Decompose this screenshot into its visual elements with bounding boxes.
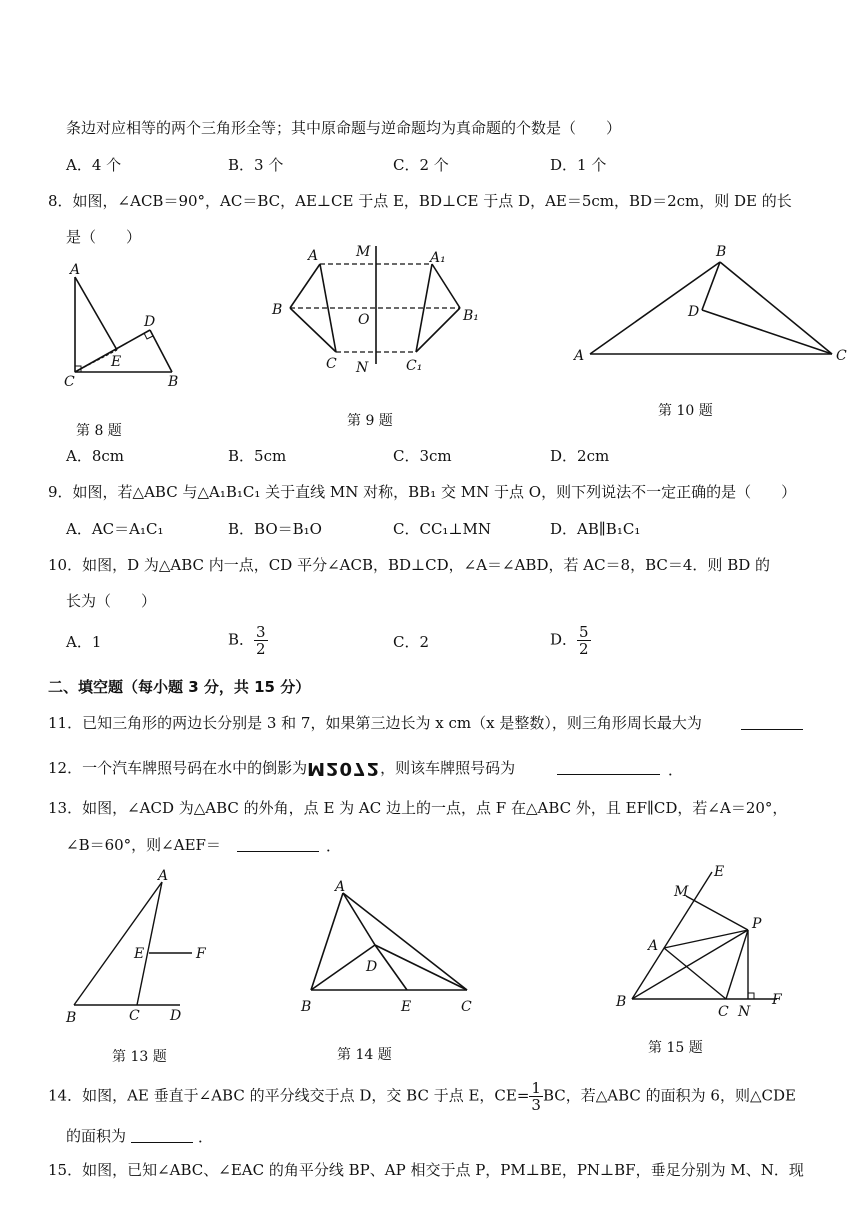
fig9-label-a1: A₁: [430, 250, 446, 266]
q8-option-b: B．5cm: [228, 447, 287, 465]
fig9-label-c1: C₁: [406, 358, 423, 374]
q14-ce-label: CE=: [494, 1086, 530, 1105]
q10-option-d-fraction: [577, 624, 591, 657]
q10-line2: 长为（ ）: [66, 592, 157, 610]
fig9-label-c: C: [326, 356, 337, 372]
figure-15: [612, 862, 812, 1032]
q10-option-d-denominator: 2: [579, 640, 589, 658]
q9-option-b: B．BO＝B₁O: [228, 520, 322, 538]
q7-option-a: A．4 个: [66, 156, 122, 174]
q9-option-a: A．AC＝A₁C₁: [66, 520, 164, 538]
fig14-label-b: B: [301, 999, 312, 1015]
figure-14: [295, 873, 495, 1023]
q9-text: 9．如图，若△ABC 与△A₁B₁C₁ 关于直线 MN 对称，BB₁ 交 MN 于点 O，则下列说法不一定正确的是（ ）: [48, 483, 797, 501]
fig13-label-c: C: [129, 1008, 140, 1024]
fig13-label-f: F: [196, 946, 206, 962]
q14-line1-start: 14．如图，AE 垂直于∠ABC 的平分线交于点 D，交 BC 于点 E，: [48, 1086, 495, 1105]
q12-suffix: ，则该车牌照号码为: [380, 759, 516, 777]
figure-13: [60, 870, 220, 1030]
fig15-label-n: N: [738, 1004, 751, 1020]
q12-end: ．: [668, 761, 684, 779]
q7-text: 条边对应相等的两个三角形全等；其中原命题与逆命题均为真命题的个数是（ ）: [66, 119, 622, 137]
fig10-label-c: C: [836, 348, 847, 364]
q10-line1: 10．如图，D 为△ABC 内一点，CD 平分∠ACB，BD⊥CD，∠A＝∠ABD，若 AC＝8，BC＝4．则 BD 的: [48, 556, 771, 574]
q13-end: ．: [326, 837, 342, 855]
fig10-caption: 第 10 题: [658, 403, 713, 419]
fig14-label-d: D: [366, 959, 378, 975]
q13-answer-blank[interactable]: [237, 835, 319, 852]
fig10-label-b: B: [716, 244, 727, 260]
fig13-label-d: D: [170, 1008, 182, 1024]
q8-option-a: A．8cm: [66, 447, 125, 465]
q10-option-d-numerator: 5: [579, 623, 589, 641]
fig15-label-m: M: [674, 884, 689, 900]
q15-text: 15．如图，已知∠ABC、∠EAC 的角平分线 BP、AP 相交于点 P，PM⊥BE，PN⊥BF，垂足分别为 M、N．现: [48, 1161, 804, 1179]
fig9-label-m: M: [356, 244, 371, 260]
fig15-label-f: F: [772, 992, 782, 1008]
fig13-label-b: B: [66, 1010, 77, 1026]
q7-option-d: D．1 个: [550, 156, 607, 174]
fig9-label-b: B: [272, 302, 283, 318]
fig9-label-b1: B₁: [463, 308, 479, 324]
fig9-label-o: O: [358, 312, 370, 328]
fig14-label-a: A: [335, 879, 346, 895]
fig14-label-e: E: [401, 999, 412, 1015]
q13-line2: ∠B＝60°，则∠AEF＝: [66, 836, 221, 854]
figure-10: [572, 240, 852, 370]
q10-option-b-denominator: 2: [256, 640, 266, 658]
q10-option-b: [228, 624, 268, 657]
q8-line2: 是（ ）: [66, 228, 142, 246]
q10-option-b-fraction: [254, 624, 268, 657]
q9-option-d: D．AB∥B₁C₁: [550, 520, 641, 538]
q11-answer-blank[interactable]: [741, 713, 803, 730]
q8-option-d: D．2cm: [550, 447, 610, 465]
fig15-label-c: C: [718, 1004, 729, 1020]
fig8-label-a: A: [70, 262, 81, 278]
fig15-label-a: A: [648, 938, 659, 954]
q12-answer-blank[interactable]: [557, 758, 660, 775]
q9-option-c: C．CC₁⊥MN: [393, 520, 492, 538]
fig9-caption: 第 9 题: [347, 413, 393, 429]
fig15-label-e: E: [714, 864, 725, 880]
fig15-label-p: P: [752, 916, 762, 932]
q14-ce-numerator: 1: [531, 1079, 541, 1097]
fig15-label-b: B: [616, 994, 627, 1010]
fig8-label-d: D: [144, 314, 156, 330]
q14-line2: 的面积为: [66, 1127, 127, 1145]
q8-option-c: C．3cm: [393, 447, 452, 465]
q10-option-d: [550, 624, 591, 657]
q10-option-c: C．2: [393, 633, 430, 651]
q12-reflected-plate: M2072: [307, 758, 381, 779]
fig15-caption: 第 15 题: [648, 1040, 703, 1056]
fig8-caption: 第 8 题: [76, 423, 122, 439]
fig14-label-c: C: [461, 999, 472, 1015]
figure-9: [270, 242, 479, 382]
fig10-label-a: A: [574, 348, 585, 364]
section-fill-in-title: 二、填空题（每小题 3 分，共 15 分）: [48, 678, 311, 696]
q12-line: [48, 758, 515, 778]
q10-option-b-prefix: B．: [228, 630, 255, 649]
q14-bc-label: BC: [542, 1086, 566, 1105]
q14-ce-fraction: [529, 1080, 543, 1113]
q14-line1-end: ，若△ABC 的面积为 6，则△CDE: [565, 1086, 796, 1105]
q14-answer-blank[interactable]: [131, 1126, 193, 1143]
q14-ce-denominator: 3: [531, 1096, 541, 1114]
fig14-caption: 第 14 题: [337, 1047, 392, 1063]
q14-end: ．: [198, 1128, 214, 1146]
fig13-label-e: E: [134, 946, 145, 962]
q12-prefix: 12．一个汽车牌照号码在水中的倒影为: [48, 759, 308, 777]
fig8-label-c: C: [64, 374, 75, 390]
fig10-label-d: D: [688, 304, 700, 320]
q14-line1: [48, 1080, 796, 1113]
q10-option-b-numerator: 3: [256, 623, 266, 641]
q7-option-c: C．2 个: [393, 156, 449, 174]
q8-line1: 8．如图，∠ACB＝90°，AC＝BC，AE⊥CE 于点 E，BD⊥CE 于点 D，AE＝5cm，BD＝2cm，则 DE 的长: [48, 192, 792, 210]
fig13-caption: 第 13 题: [112, 1049, 167, 1065]
fig9-label-n: N: [356, 360, 369, 376]
figure-8: [60, 262, 200, 402]
q11-text: 11．已知三角形的两边长分别是 3 和 7，如果第三边长为 x cm（x 是整数），则三角形周长最大为: [48, 714, 702, 732]
q10-option-d-prefix: D．: [550, 630, 578, 649]
fig13-label-a: A: [158, 868, 169, 884]
q7-option-b: B．3 个: [228, 156, 284, 174]
fig8-label-e: E: [111, 354, 122, 370]
q13-line1: 13．如图，∠ACD 为△ABC 的外角，点 E 为 AC 边上的一点，点 F 在△ABC 外，且 EF∥CD，若∠A＝20°，: [48, 799, 788, 817]
fig8-label-b: B: [168, 374, 179, 390]
q10-option-a: A．1: [66, 633, 102, 651]
fig9-label-a: A: [308, 248, 319, 264]
